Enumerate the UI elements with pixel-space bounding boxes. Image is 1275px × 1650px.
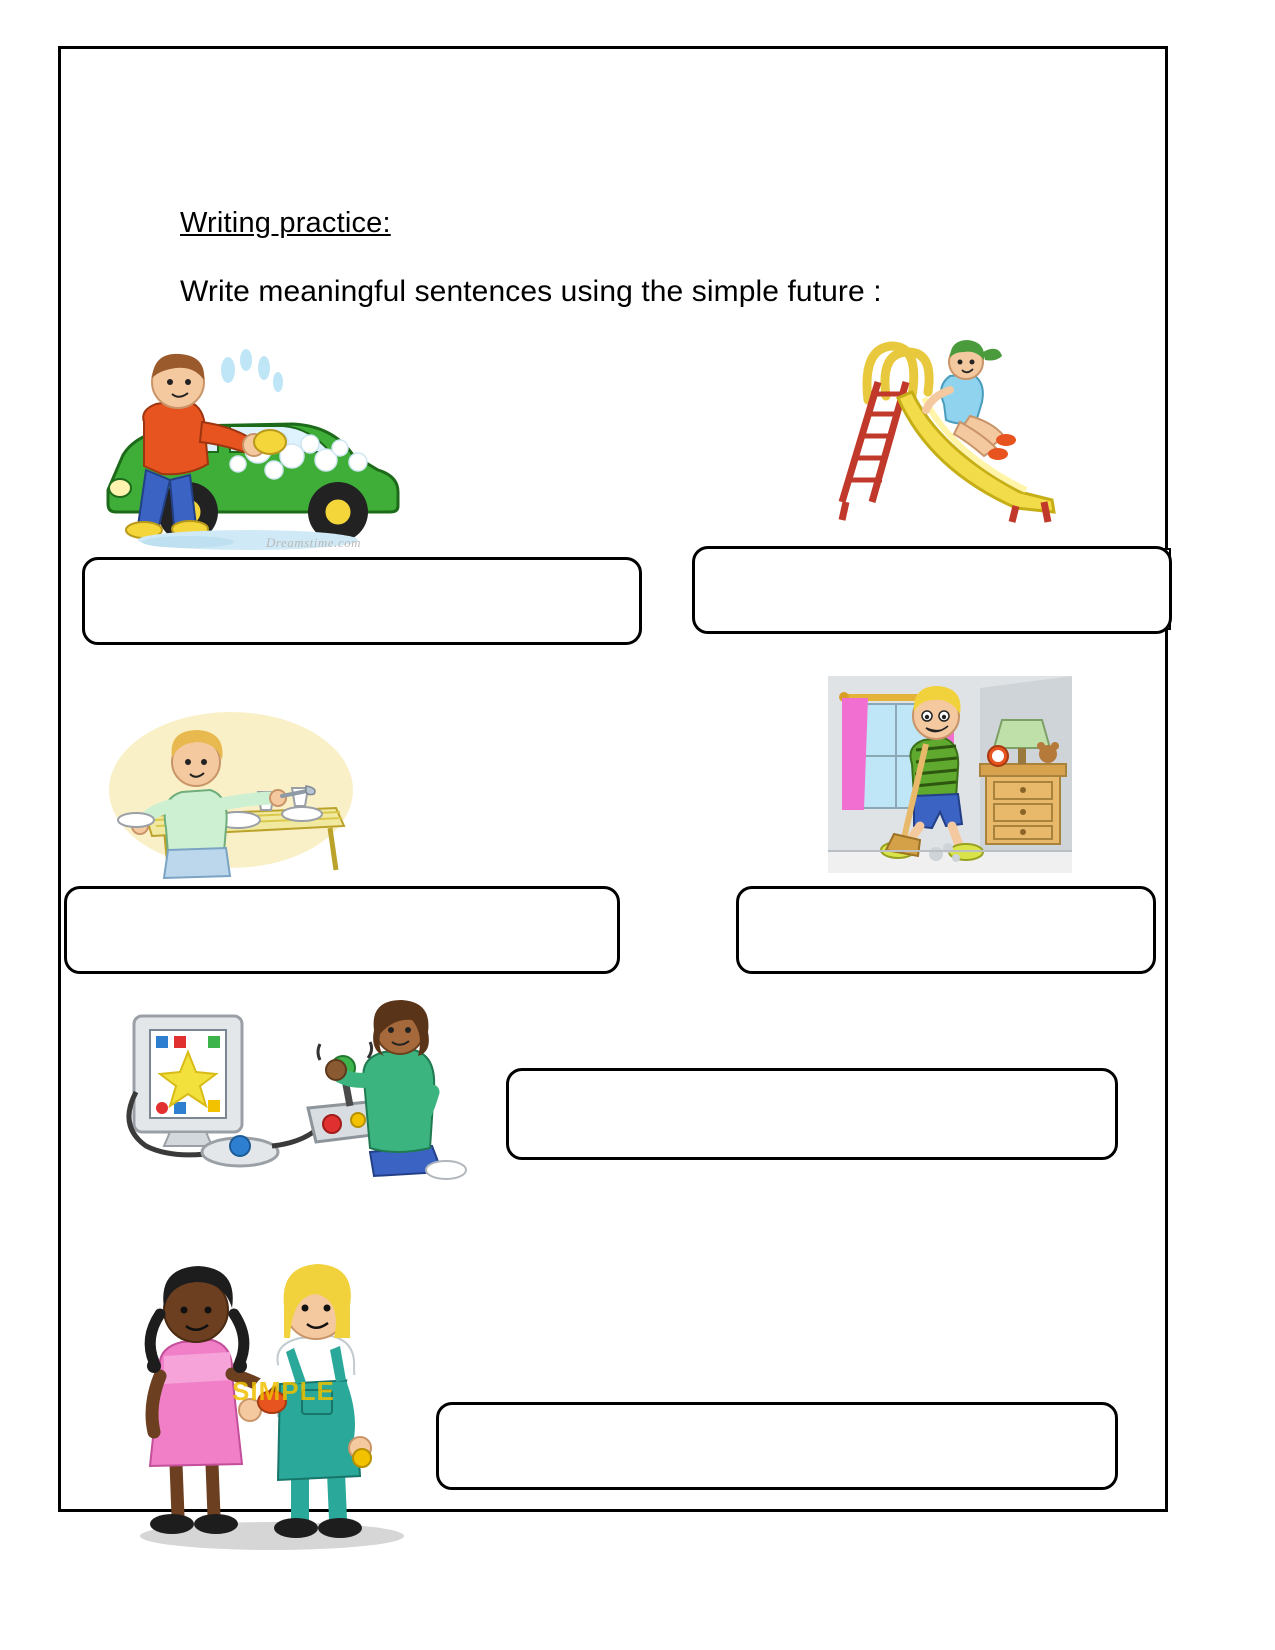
image-watermark: Dreamstime.com	[266, 535, 361, 550]
answer-box-4[interactable]	[736, 886, 1156, 974]
illustration-woman-setting-table	[106, 700, 356, 880]
illustration-two-girls-sharing	[120, 1252, 420, 1552]
illustration-boy-washing-car	[78, 330, 418, 555]
illustration-girl-on-slide	[820, 330, 1080, 530]
page-title: Writing practice:	[180, 207, 391, 239]
instruction-text: Write meaningful sentences using the simple future :	[180, 275, 882, 308]
illustration-boy-sweeping-room	[820, 668, 1080, 893]
image-watermark-2: SIMPLE	[232, 1376, 335, 1406]
answer-box-5[interactable]	[506, 1068, 1118, 1160]
illustration-girl-playing-video-game	[112, 996, 472, 1196]
answer-box-3[interactable]	[64, 886, 620, 974]
answer-box-1[interactable]	[82, 557, 642, 645]
answer-box-6[interactable]	[436, 1402, 1118, 1490]
answer-box-2[interactable]	[692, 546, 1172, 634]
